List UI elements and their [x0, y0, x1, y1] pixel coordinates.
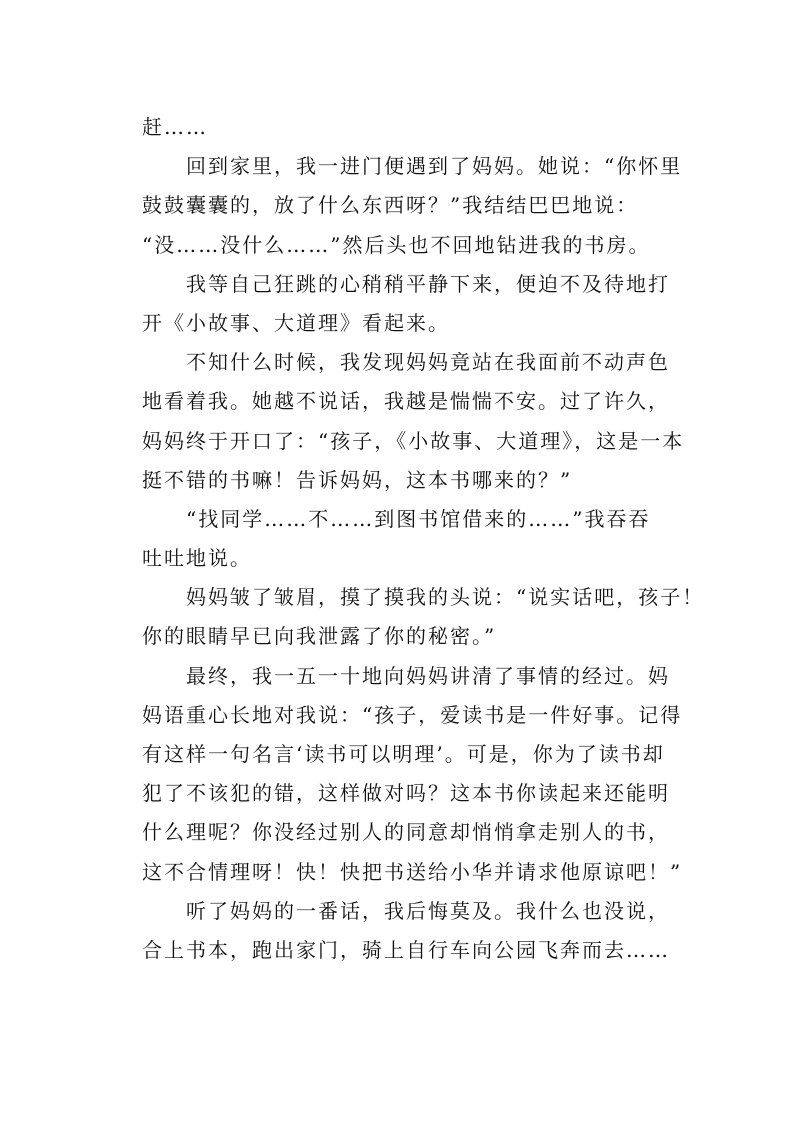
text-line: 犯了不该犯的错，这样做对吗？这本书你读起来还能明	[142, 781, 670, 806]
text-line: 吐吐地说。	[142, 546, 252, 571]
text-line: 最终，我一五一十地向妈妈讲清了事情的经过。妈	[186, 663, 670, 688]
text-line: 这不合情理呀！快！快把书送给小华并请求他原谅吧！”	[142, 859, 683, 884]
text-line: 地看着我。她越不说话，我越是惴惴不安。过了许久，	[142, 389, 670, 414]
text-line: 我等自己狂跳的心稍稍平静下来，便迫不及待地打	[186, 271, 670, 296]
story-text	[142, 108, 705, 970]
text-line: 妈语重心长地对我说：“孩子，爱读书是一件好事。记得	[142, 702, 683, 727]
text-line: 合上书本，跑出家门，骑上自行车向公园飞奔而去……	[142, 937, 670, 962]
text-line: 听了妈妈的一番话，我后悔莫及。我什么也没说，	[186, 898, 670, 923]
text-line: “没……没什么……”然后头也不回地钻进我的书房。	[142, 232, 651, 257]
text-line: 开《小故事、大道理》看起来。	[142, 310, 450, 335]
text-line: 赶……	[142, 115, 208, 139]
text-line: 妈妈皱了皱眉，摸了摸我的头说：“说实话吧，孩子！	[186, 585, 705, 610]
text-line: 挺不错的书嘛！告诉妈妈，这本书哪来的？”	[142, 467, 573, 492]
text-line: “找同学……不……到图书馆借来的……”我吞吞	[186, 506, 651, 531]
text-line: 有这样一句名言‘读书可以明理’。可是，你为了读书却	[142, 742, 665, 766]
text-line: 什么理呢？你没经过别人的同意却悄悄拿走别人的书，	[142, 820, 670, 845]
text-line: 妈妈终于开口了：“孩子，《小故事、大道理》，这是一本	[142, 428, 685, 453]
text-line: 鼓鼓囊囊的，放了什么东西呀？”我结结巴巴地说：	[142, 193, 639, 218]
text-line: 回到家里，我一进门便遇到了妈妈。她说：“你怀里	[186, 154, 683, 179]
text-line: 不知什么时候，我发现妈妈竟站在我面前不动声色	[186, 350, 670, 375]
text-line: 你的眼睛早已向我泄露了你的秘密。”	[142, 624, 497, 649]
